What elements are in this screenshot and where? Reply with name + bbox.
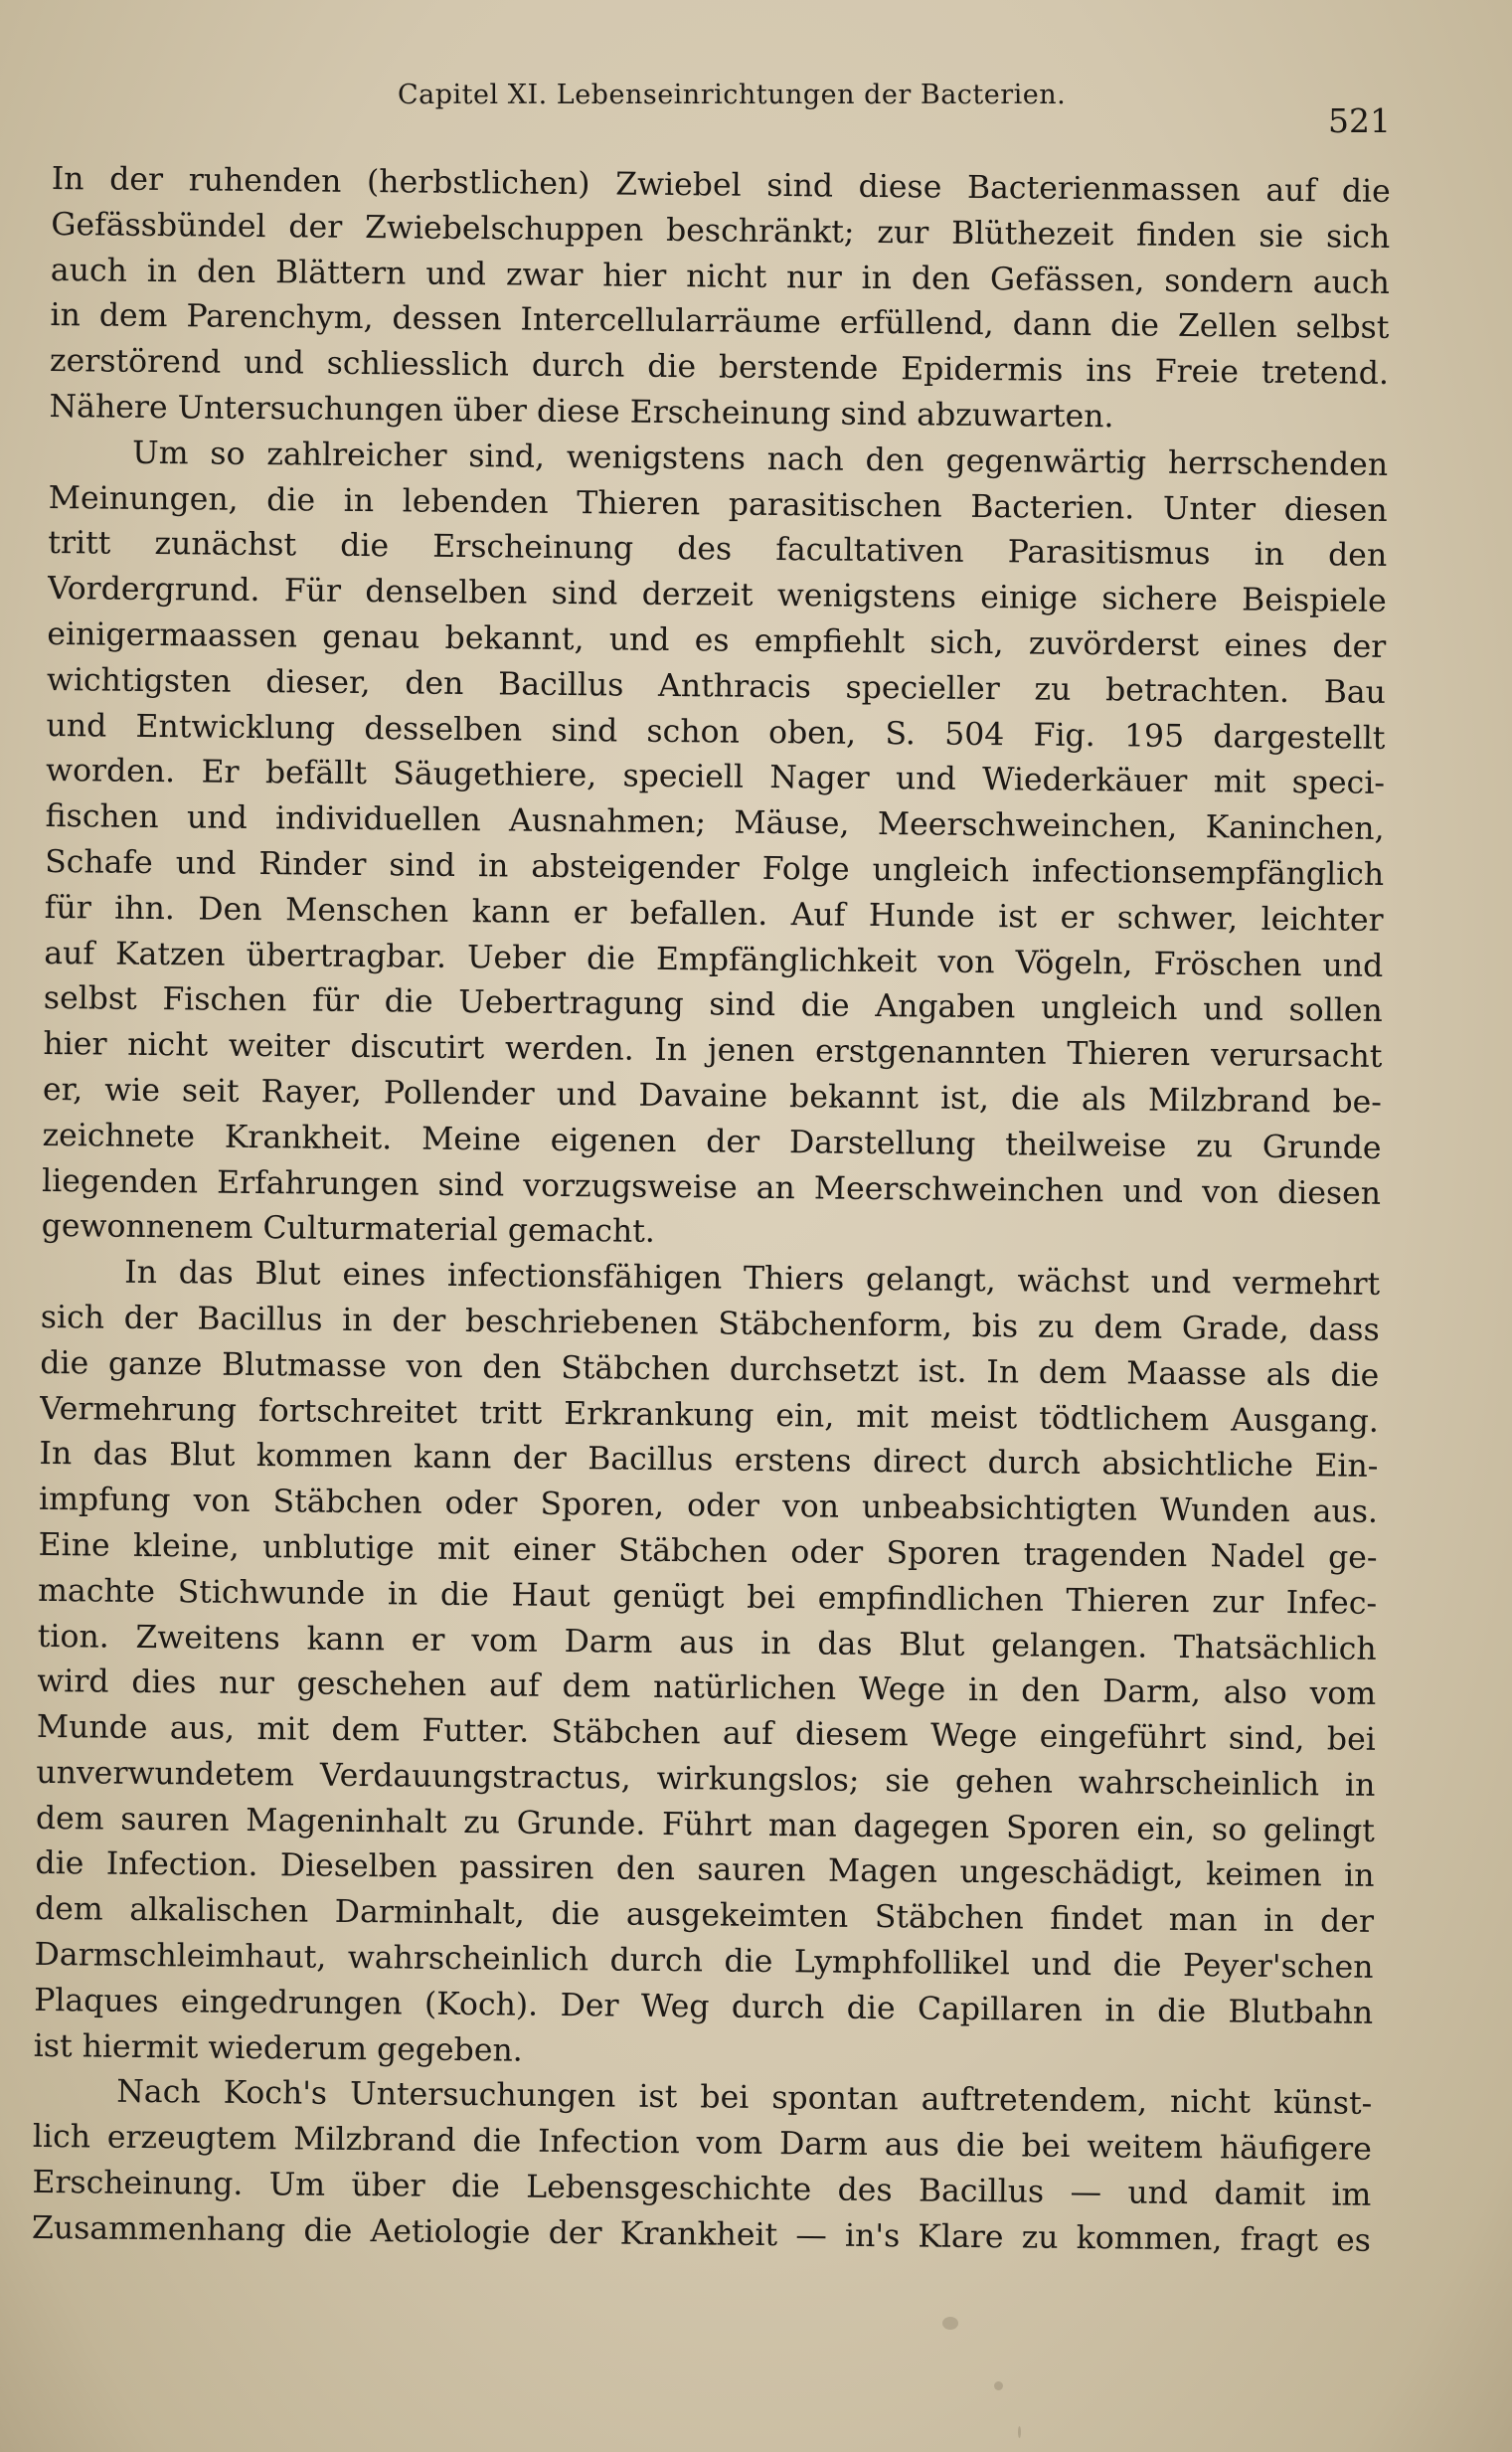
text-line: impfung von Stäbchen oder Sporen, oder von unbeabsichtigten Wunden aus. <box>38 1482 1379 1530</box>
text-line: zerstörend und schliesslich durch die berstende Epidermis ins Freie tretend. <box>49 343 1390 393</box>
text-line: dem alkalischen Darminhalt, die ausgekeimten Stäbchen findet man in der <box>34 1891 1375 1941</box>
text-line: In das Blut eines infectionsfähigen Thiers gelangt, wächst und vermehrt <box>124 1254 1381 1304</box>
text-line: unverwundetem Verdauungstractus, wirkungslos; sie gehen wahrscheinlich in <box>36 1754 1376 1804</box>
text-line: worden. Er befällt Säugethiere, speciell Nager und Wiederkäuer mit speci- <box>45 753 1386 802</box>
running-head: Capitel XI. Lebenseinrichtungen der Bacterien. <box>398 80 1067 110</box>
paragraph-anthrax-intro <box>41 431 1388 1263</box>
paragraph-koch-studies <box>32 2069 1373 2264</box>
text-line: Vordergrund. Für denselben sind derzeit wenigstens einige sichere Beispiele <box>47 571 1387 620</box>
text-line: Darmschleimhaut, wahrscheinlich durch die Lymphfollikel und die Peyer'schen <box>34 1936 1374 1986</box>
text-line: Um so zahlreicher sind, wenigstens nach den gegenwärtig herrschenden <box>131 435 1389 483</box>
text-line: für ihn. Den Menschen kann er befallen. Auf Hunde ist er schwer, leichter <box>44 889 1384 939</box>
text-line: machte Stichwunde in die Haut genügt bei empfindlichen Thieren zur Infec- <box>37 1572 1378 1622</box>
text-line: in dem Parenchym, dessen Intercellularräume erfüllend, dann die Zellen selbst <box>50 297 1390 347</box>
text-line: und Entwicklung desselben sind schon oben, S. 504 Fig. 195 dargestellt <box>46 707 1386 757</box>
paragraph-bulb-bacteria <box>49 157 1391 443</box>
text-line: wichtigsten dieser, den Bacillus Anthracis specieller zu betrachten. Bau <box>46 661 1387 711</box>
text-line: Eine kleine, unblutige mit einer Stäbchen oder Sporen tragenden Nadel ge- <box>38 1526 1378 1576</box>
page-header <box>52 80 1391 140</box>
text-line: sich der Bacillus in der beschriebenen Stäbchenform, bis zu dem Grade, dass <box>40 1299 1380 1348</box>
text-line: lich erzeugtem Milzbrand die Infection vom Darm aus die bei weitem häufigere <box>32 2119 1372 2169</box>
text-line: einigermaassen genau bekannt, und es empfiehlt sich, zuvörderst eines der <box>47 615 1387 665</box>
paper-speck <box>994 2381 1003 2390</box>
text-line: zeichnete Krankheit. Meine eigenen der Darstellung theilweise zu Grunde <box>42 1117 1382 1166</box>
text-line: liegenden Erfahrungen sind vorzugsweise an Meerschweinchen und von diesen <box>41 1162 1382 1212</box>
paragraph-blood-infection <box>34 1250 1381 2082</box>
text-line: die Infection. Dieselben passiren den sauren Magen ungeschädigt, keimen in <box>35 1845 1375 1895</box>
text-line: Munde aus, mit dem Futter. Stäbchen auf diesem Wege eingeführt sind, bei <box>36 1709 1376 1758</box>
text-line: Gefässbündel der Zwiebelschuppen beschränkt; zur Blüthezeit finden sie sich <box>51 206 1391 256</box>
text-line: tion. Zweitens kann er vom Darm aus in das Blut gelangen. Thatsächlich <box>37 1618 1377 1667</box>
text-line: die ganze Blutmasse von den Stäbchen durchsetzt ist. In dem Maasse als die <box>40 1344 1380 1394</box>
text-line: Zusammenhang die Aetiologie der Krankheit — in's Klare zu kommen, fragt es <box>31 2209 1372 2259</box>
body-text <box>32 157 1391 2264</box>
text-line: Nähere Untersuchungen über diese Erscheinung sind abzuwarten. <box>49 388 1114 436</box>
text-line: dem sauren Mageninhalt zu Grunde. Führt man dagegen Sporen ein, so gelingt <box>35 1800 1376 1849</box>
text-line: In das Blut kommen kann der Bacillus erstens direct durch absichtliche Ein- <box>39 1436 1379 1486</box>
text-line: Plaques eingedrungen (Koch). Der Weg durch die Capillaren in die Blutbahn <box>34 1982 1374 2031</box>
text-line: In der ruhenden (herbstlichen) Zwiebel sind diese Bacterienmassen auf die <box>51 160 1391 210</box>
text-line: er, wie seit Rayer, Pollender und Davaine bekannt ist, die als Milzbrand be- <box>42 1071 1383 1121</box>
text-line: Vermehrung fortschreitet tritt Erkrankung ein, mit meist tödtlichem Ausgang. <box>39 1390 1380 1440</box>
text-line: Nach Koch's Untersuchungen ist bei spontan auftretendem, nicht künst- <box>116 2074 1373 2123</box>
text-line: Erscheinung. Um über die Lebensgeschichte des Bacillus — und damit im <box>32 2164 1372 2213</box>
text-line: auch in den Blättern und zwar hier nicht nur in den Gefässen, sondern auch <box>50 252 1391 301</box>
text-line: auf Katzen übertragbar. Ueber die Empfänglichkeit von Vögeln, Fröschen und <box>44 935 1384 984</box>
text-line: Meinungen, die in lebenden Thieren parasitischen Bacterien. Unter diesen <box>48 479 1388 529</box>
text-line: wird dies nur geschehen auf dem natürlichen Wege in den Darm, also vom <box>37 1664 1377 1713</box>
text-line: selbst Fischen für die Uebertragung sind die Angaben ungleich und sollen <box>43 980 1383 1030</box>
paper-speck <box>942 2317 958 2330</box>
text-line: ist hiermit wiederum gegeben. <box>33 2027 523 2069</box>
paper-speck <box>1018 2426 1021 2438</box>
page-number: 521 <box>1328 101 1391 140</box>
text-line: fischen und individuellen Ausnahmen; Mäuse, Meerschweinchen, Kaninchen, <box>45 798 1385 848</box>
text-line: Schafe und Rinder sind in absteigender Folge ungleich infectionsempfänglich <box>45 843 1385 893</box>
text-line: hier nicht weiter discutirt werden. In jenen erstgenannten Thieren verursacht <box>43 1026 1383 1076</box>
text-line: gewonnenem Culturmaterial gemacht. <box>41 1208 656 1251</box>
text-line: tritt zunächst die Erscheinung des facultativen Parasitismus in den <box>48 525 1388 575</box>
